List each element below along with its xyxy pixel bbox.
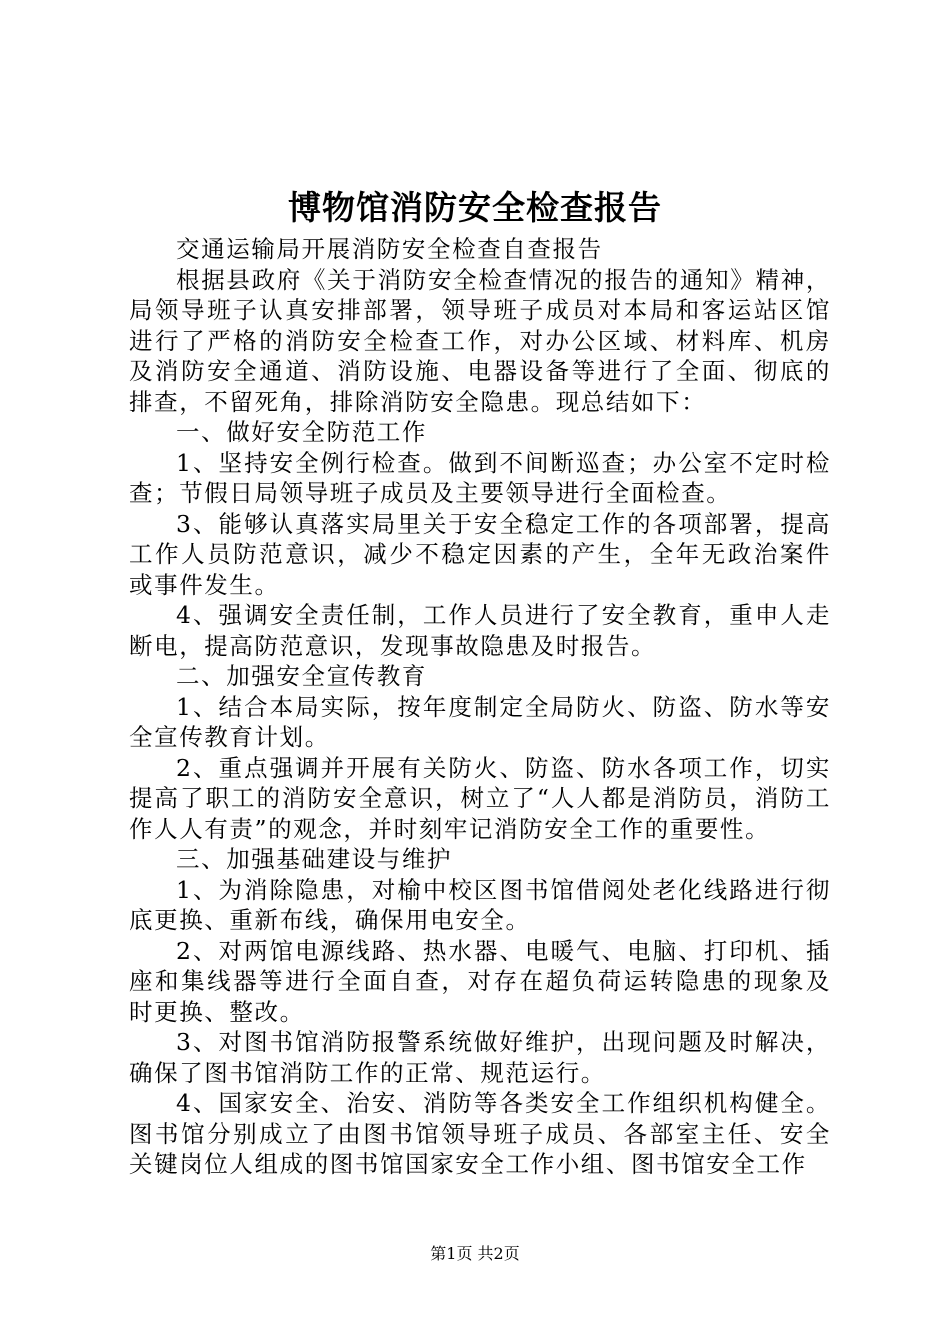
paragraph: 2、重点强调并开展有关防火、防盗、防水各项工作，切实提高了职工的消防安全意识，树立了“人人都是消防员，消防工作人人有责”的观念，并时刻牢记消防安全工作的重要性。 (129, 753, 831, 843)
section-heading: 二、加强安全宣传教育 (176, 662, 427, 690)
paragraph: 1、坚持安全例行检查。做到不间断巡查；办公室不定时检查；节假日局领导班子成员及主要领导进行全面检查。 (129, 448, 831, 507)
paragraph: 2、对两馆电源线路、热水器、电暖气、电脑、打印机、插座和集线器等进行全面自查，对存在超负荷运转隐患的现象及时更换、整改。 (129, 936, 831, 1026)
paragraph: 交通运输局开展消防安全检查自查报告 (176, 235, 603, 263)
document-body (129, 234, 831, 1180)
page-footer: 第1页 共2页 (430, 1244, 520, 1263)
paragraph: 1、结合本局实际，按年度制定全局防火、防盗、防水等安全宣传教育计划。 (129, 692, 831, 751)
paragraph: 3、能够认真落实局里关于安全稳定工作的各项部署，提高工作人员防范意识，减少不稳定因素的产生，全年无政治案件或事件发生。 (129, 509, 831, 599)
document-title: 博物馆消防安全检查报告 (288, 188, 662, 227)
paragraph: 4、国家安全、治安、消防等各类安全工作组织机构健全。图书馆分别成立了由图书馆领导班子成员、各部室主任、安全关键岗位人组成的图书馆国家安全工作小组、图书馆安全工作 (129, 1089, 831, 1178)
paragraph: 3、对图书馆消防报警系统做好维护，出现问题及时解决，确保了图书馆消防工作的正常、规范运行。 (129, 1028, 831, 1087)
section-heading: 三、加强基础建设与维护 (176, 845, 453, 873)
paragraph: 4、强调安全责任制，工作人员进行了安全教育，重申人走断电，提高防范意识，发现事故隐患及时报告。 (129, 601, 831, 660)
section-heading: 一、做好安全防范工作 (176, 418, 427, 446)
paragraph: 根据县政府《关于消防安全检查情况的报告的通知》精神，局领导班子认真安排部署，领导班子成员对本局和客运站区馆进行了严格的消防安全检查工作，对办公区域、材料库、机房及消防安全通道、消防设施、电器设备等进行了全面、彻底的排查，不留死角，排除消防安全隐患。现总结如下： (129, 265, 831, 416)
paragraph: 1、为消除隐患，对榆中校区图书馆借阅处老化线路进行彻底更换、重新布线，确保用电安全。 (129, 875, 831, 934)
